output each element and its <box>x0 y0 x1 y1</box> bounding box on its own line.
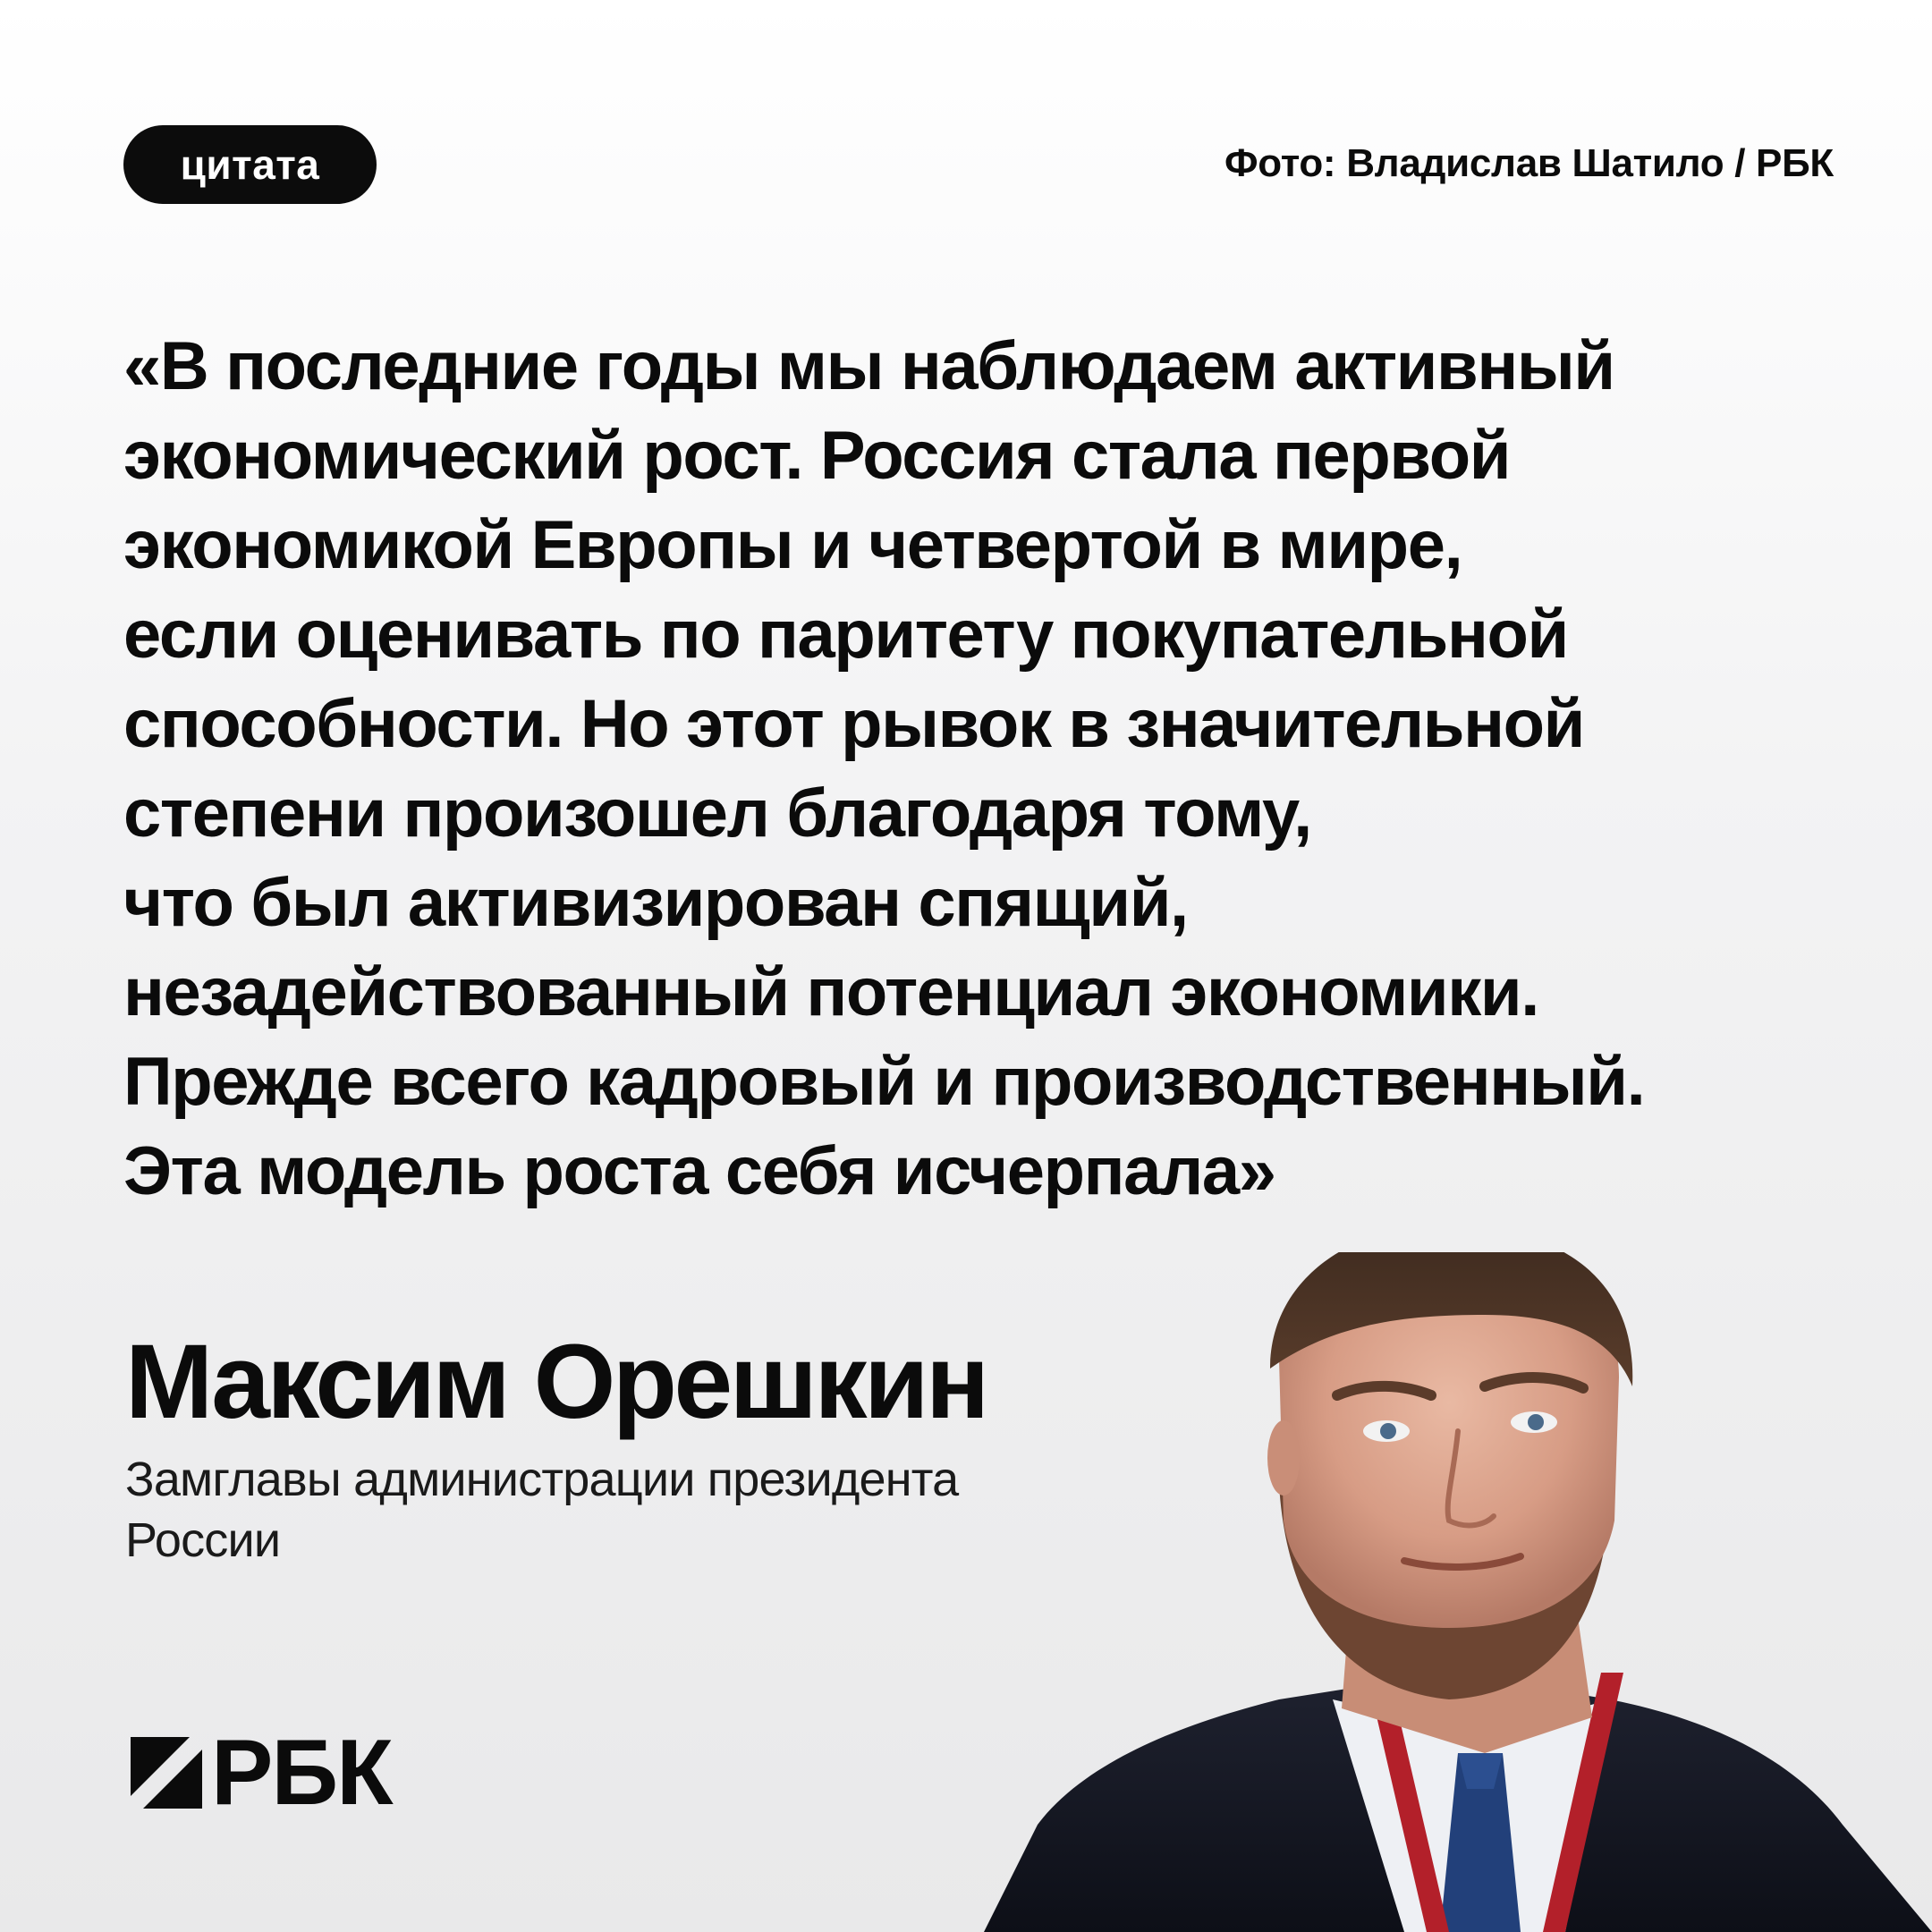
quote-text <box>123 322 1859 1216</box>
quote-line: если оценивать по паритету покупательной <box>123 597 1568 673</box>
quote-line: Эта модель роста себя исчерпала» <box>123 1133 1275 1209</box>
quote-line: экономикой Европы и четвертой в мире, <box>123 507 1462 583</box>
speaker-position <box>125 1449 958 1571</box>
quote-line: способности. Но этот рывок в значительной <box>123 686 1584 762</box>
quote-line: экономический рост. Россия стала первой <box>123 418 1511 494</box>
quote-line: Прежде всего кадровый и производственный. <box>123 1044 1645 1120</box>
rbc-logo <box>131 1721 392 1825</box>
speaker-position-line: России <box>125 1513 281 1567</box>
speaker-photo <box>984 1252 1932 1932</box>
speaker-name: Максим Орешкин <box>125 1323 987 1441</box>
quote-line: незадействованный потенциал экономики. <box>123 954 1538 1030</box>
rbc-logo-text: РБК <box>211 1721 392 1825</box>
quote-line: «В последние годы мы наблюдаем активный <box>123 328 1614 404</box>
photo-credit: Фото: Владислав Шатило / РБК <box>1224 141 1834 185</box>
quote-line: степени произошел благодаря тому, <box>123 775 1311 852</box>
quote-tag: цитата <box>123 125 377 204</box>
quote-line: что был активизирован спящий, <box>123 865 1188 941</box>
speaker-position-line: Замглавы администрации президента <box>125 1453 959 1506</box>
rbc-slash-square-icon <box>131 1737 202 1809</box>
